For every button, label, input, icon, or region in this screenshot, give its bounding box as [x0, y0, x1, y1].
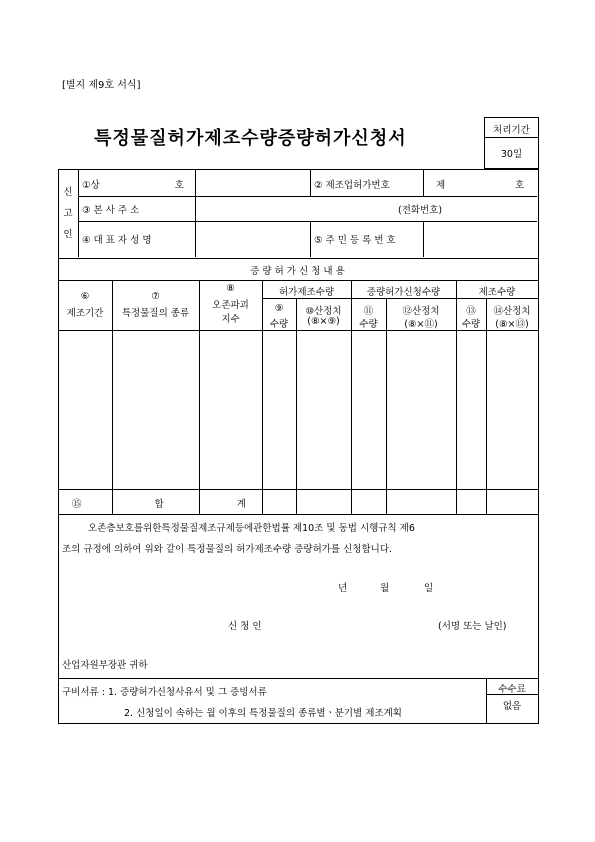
form-label: [별지 제9호 서식] [62, 80, 141, 91]
statement-line-2: 조의 규정에 의하여 위와 같이 특정물질의 허가제조수량 증량허가를 신청합니다. [62, 544, 393, 555]
col-12-formula: (⑧×⑪) [404, 319, 438, 330]
signature-note: (서명 또는 날인) [438, 621, 507, 632]
statement-section [58, 514, 539, 679]
page-title: 특정물질허가제조수량증량허가신청서 [94, 128, 407, 149]
applicant-side-char-1: 신 [63, 187, 73, 198]
col-period-number: ⑥ [80, 291, 90, 302]
company-name-field[interactable] [196, 170, 309, 195]
date-month-label: 월 [380, 583, 390, 594]
col-substance-header: 특정물질의 종류 [121, 308, 190, 319]
required-documents-item-1: 구비서류 : 1. 증량허가신청사유서 및 그 증빙서류 [62, 687, 267, 698]
processing-period-label: 처리기간 [493, 125, 530, 136]
recipient: 산업자원부장관 귀하 [62, 660, 148, 671]
table-body-entry-area[interactable] [59, 331, 537, 488]
col-11-number: ⑪ [363, 306, 374, 317]
required-documents-item-2: 2. 신청일이 속하는 월 이후의 특정물질의 종류별ㆍ분기별 제조계획 [124, 708, 402, 719]
section-title: 증 량 허 가 신 청 내 용 [250, 266, 345, 277]
group-requested-quantity: 증량허가신청수량 [366, 287, 441, 298]
col-9-number: ⑨ [274, 303, 284, 314]
col-13-number: ⑬ [466, 306, 476, 317]
headquarters-address-field[interactable] [196, 197, 386, 221]
phone-number-label: (전화번호) [398, 205, 443, 216]
representative-name-label: ④ 대 표 자 성 명 [82, 235, 152, 246]
col-11-header: 수량 [359, 319, 378, 330]
resident-id-label: ⑤ 주 민 등 록 번 호 [314, 235, 396, 246]
license-number-label: ② 제조업허가번호 [314, 180, 390, 191]
col-10-header: ⑩산정치 [305, 306, 342, 317]
date-day-label: 일 [424, 583, 434, 594]
col-odp-header-line2: 지수 [221, 314, 240, 325]
applicant-side-char-2: 고 [63, 208, 73, 219]
applicant-sign-label: 신 청 인 [228, 621, 262, 632]
group-manufactured-quantity: 제조수량 [478, 287, 516, 298]
col-10-formula: (⑧×⑨) [307, 316, 340, 327]
col-odp-header-line1: 오존파괴 [212, 300, 249, 311]
processing-period-box [484, 117, 539, 169]
resident-id-field[interactable] [424, 222, 536, 256]
col-13-header: 수량 [461, 319, 481, 330]
col-period-header: 제조기간 [66, 308, 104, 319]
col-14-formula: (⑧×⑬) [495, 319, 529, 330]
group-permitted-quantity: 허가제조수량 [278, 287, 335, 298]
date-year-label: 년 [338, 583, 348, 594]
license-number-prefix: 제 [436, 180, 446, 191]
col-odp-number: ⑧ [226, 283, 235, 294]
license-number-suffix: 호 [515, 180, 525, 191]
fee-value: 없음 [502, 701, 522, 712]
applicant-side-char-3: 인 [63, 229, 73, 240]
headquarters-address-label: ③ 본 사 주 소 [82, 205, 140, 216]
applicant-signature-field[interactable] [290, 612, 420, 632]
license-number-field[interactable] [450, 170, 510, 195]
col-substance-number: ⑦ [151, 291, 160, 302]
col-9-header: 수량 [269, 319, 289, 330]
company-name-label: ①상 호 [82, 180, 184, 191]
statement-line-1: 오존층보호를위한특정물질제조규제등에관한법률 제10조 및 동법 시행규칙 제6 [88, 523, 415, 534]
representative-name-field[interactable] [196, 222, 309, 256]
processing-period-value: 30일 [500, 149, 523, 160]
col-14-header: ⑭산정치 [493, 306, 531, 317]
col-12-header: ⑫산정치 [402, 306, 440, 317]
total-label: ⑮ 합 계 [72, 499, 246, 510]
fee-label: 수수료 [498, 684, 526, 695]
